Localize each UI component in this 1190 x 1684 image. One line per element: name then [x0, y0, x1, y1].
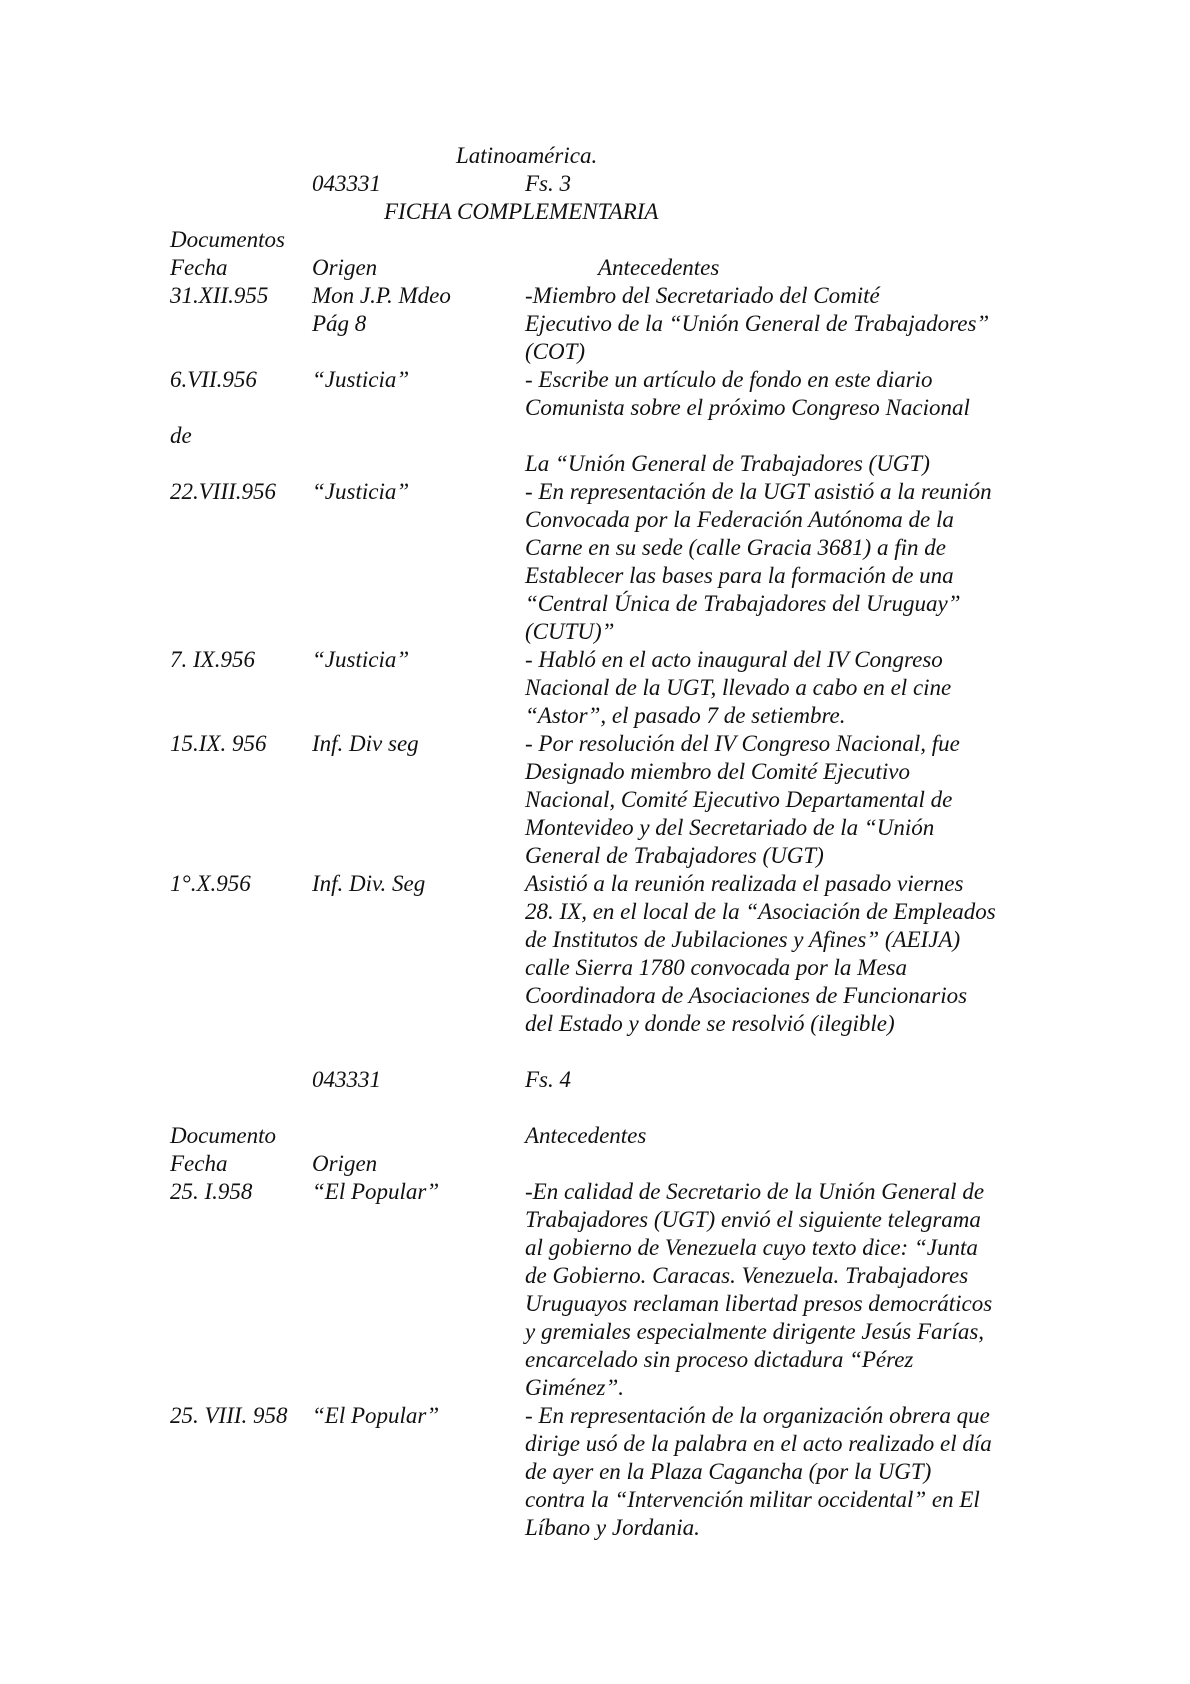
header-documentos: Documentos: [170, 227, 285, 252]
header-origen: Origen: [312, 1151, 378, 1176]
entry-date: 22.VIII.956: [170, 479, 277, 504]
entry-origin: “El Popular”: [312, 1179, 440, 1204]
header-documento: Documento: [170, 1123, 277, 1148]
file-number: 043331: [312, 1067, 381, 1092]
entry-date: de: [170, 423, 192, 448]
entry-origin: Inf. Div. Seg: [312, 871, 426, 896]
file-number: 043331: [312, 171, 381, 196]
entry-origin: “Justicia”: [312, 647, 410, 672]
header-fecha: Fecha: [170, 1151, 228, 1176]
folio-number: Fs. 4: [525, 1067, 571, 1092]
entry-origin: “Justicia”: [312, 479, 410, 504]
header-antecedentes: Antecedentes: [598, 255, 720, 280]
folio-number: Fs. 3: [525, 171, 571, 196]
entry-antecedents: Asistió a la reunión realizada el pasado viernes 28. IX, en el local de la “Asociación de Empleados de Institutos de Jubilaciones y Afines” (AEIJA) calle Sierra 1780 convocada por la Mesa Coordinadora de Asociaciones de Funcionarios del Estado y donde se resolvió (ilegible): [525, 871, 996, 1036]
entry-origin: “Justicia”: [312, 367, 410, 392]
entry-date: 7. IX.956: [170, 647, 255, 672]
entry-antecedents: -En calidad de Secretario de la Unión General de Trabajadores (UGT) envió el siguiente telegrama al gobierno de Venezuela cuyo texto dice: “Junta de Gobierno. Caracas. Venezuela. Trabajadores Uruguayos reclaman libertad presos democráticos y gremiales especialmente dirigente Jesús Farías, encarcelado sin proceso dictadura “Pérez Giménez”.: [525, 1179, 993, 1400]
entry-origin: Mon J.P. Mdeo Pág 8: [312, 283, 451, 336]
entry-antecedents: La “Unión General de Trabajadores (UGT): [525, 451, 930, 476]
continued-text: Latinoamérica.: [456, 143, 598, 168]
entry-date: 1°.X.956: [170, 871, 251, 896]
header-origen: Origen: [312, 255, 378, 280]
entry-antecedents: - Habló en el acto inaugural del IV Congreso Nacional de la UGT, llevado a cabo en el cine “Astor”, el pasado 7 de setiembre.: [525, 647, 952, 728]
entry-date: 25. I.958: [170, 1179, 253, 1204]
header-antecedentes: Antecedentes: [525, 1123, 647, 1148]
page-title: FICHA COMPLEMENTARIA: [384, 199, 659, 224]
entry-date: 6.VII.956: [170, 367, 257, 392]
entry-origin: “El Popular”: [312, 1403, 440, 1428]
entry-date: 15.IX. 956: [170, 731, 267, 756]
entry-antecedents: - Escribe un artículo de fondo en este diario Comunista sobre el próximo Congreso Nacional: [525, 367, 970, 420]
entry-date: 31.XII.955: [170, 283, 269, 308]
entry-antecedents: -Miembro del Secretariado del Comité Ejecutivo de la “Unión General de Trabajadores” (COT): [525, 283, 990, 364]
header-fecha: Fecha: [170, 255, 228, 280]
entry-origin: Inf. Div seg: [312, 731, 419, 756]
entry-antecedents: - En representación de la UGT asistió a la reunión Convocada por la Federación Autónoma de la Carne en su sede (calle Gracia 3681) a fin de Establecer las bases para la formación de una “Central Única de Trabajadores del Uruguay” (CUTU)”: [525, 479, 992, 644]
entry-antecedents: - Por resolución del IV Congreso Nacional, fue Designado miembro del Comité Ejecutivo Nacional, Comité Ejecutivo Departamental de Montevideo y del Secretariado de la “Unión General de Trabajadores (UGT): [525, 731, 960, 868]
entry-date: 25. VIII. 958: [170, 1403, 288, 1428]
entry-antecedents: - En representación de la organización obrera que dirige usó de la palabra en el acto realizado el día de ayer en la Plaza Cagancha (por la UGT) contra la “Intervención militar occidental” en El Líbano y Jordania.: [525, 1403, 992, 1540]
